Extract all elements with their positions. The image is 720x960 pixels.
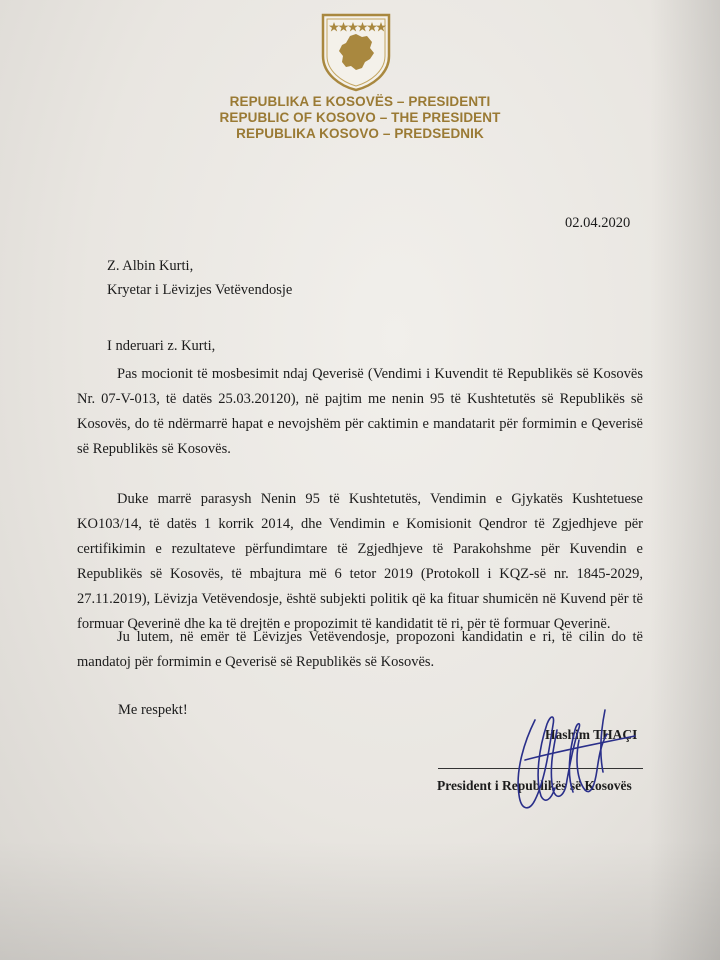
kosovo-coat-of-arms-icon — [320, 12, 392, 92]
signatory-title: President i Republikës së Kosovës — [437, 778, 632, 793]
page-shadow-bottom — [0, 840, 720, 960]
letter-date: 02.04.2020 — [565, 215, 631, 231]
body-paragraph: Ju lutem, në emër të Lëvizjes Vetëvendosje, propozoni kandidatin e ri, të cilin do të mandatoj për formimin e Qeverisë së Republikës së Kosovës. — [77, 629, 643, 670]
recipient-name: Z. Albin Kurti, — [107, 258, 194, 274]
signatory-name: Hashim THAÇI — [545, 727, 638, 742]
body-paragraph: Pas mocionit të mosbesimit ndaj Qeverisë (Vendimi i Kuvendit të Republikës së Kosovës Nr. 07-V-013, të datës 25.03.20120), në pajtim me nenin 95 të Kushtetutës së Republikës së Kosovës, do të ndërmarrë hapat e nevojshëm për caktimin e mandatarit për formimin e Qeverisë së Republikës së Kosovës. — [77, 366, 643, 457]
handwritten-signature — [505, 700, 645, 820]
closing-phrase: Me respekt! — [118, 702, 188, 718]
letterhead-line-serbian: REPUBLIKA KOSOVO – PREDSEDNIK — [236, 126, 484, 141]
letterhead-line-albanian: REPUBLIKA E KOSOVËS – PRESIDENTI — [229, 94, 491, 109]
letterhead-line-english: REPUBLIC OF KOSOVO – THE PRESIDENT — [219, 110, 501, 125]
salutation: I nderuari z. Kurti, — [107, 338, 216, 354]
letterhead — [200, 94, 520, 142]
recipient-title: Kryetar i Lëvizjes Vetëvendosje — [107, 282, 293, 298]
body-paragraph: Duke marrë parasysh Nenin 95 të Kushtetutës, Vendimin e Gjykatës Kushtetuese KO103/14, të datës 1 korrik 2014, dhe Vendimin e Komisionit Qendror të Zgjedhjeve për certifikimin e rezultateve përfundimtare të Zgjedhjeve të Parakohshme për Kuvendin e Republikës së Kosovës, të mbajtura më 6 tetor 2019 (Protokoll i KQZ-së nr. 1845-2029, 27.11.2019), Lëvizja Vetëvendosje, është subjekti politik që ka fituar shumicën në Kuvend për të formuar Qeverinë dhe ka të drejtën e propozimit të kandidatit të ri, për të formuar Qeverinë. — [77, 491, 643, 632]
page-shadow — [650, 0, 720, 960]
